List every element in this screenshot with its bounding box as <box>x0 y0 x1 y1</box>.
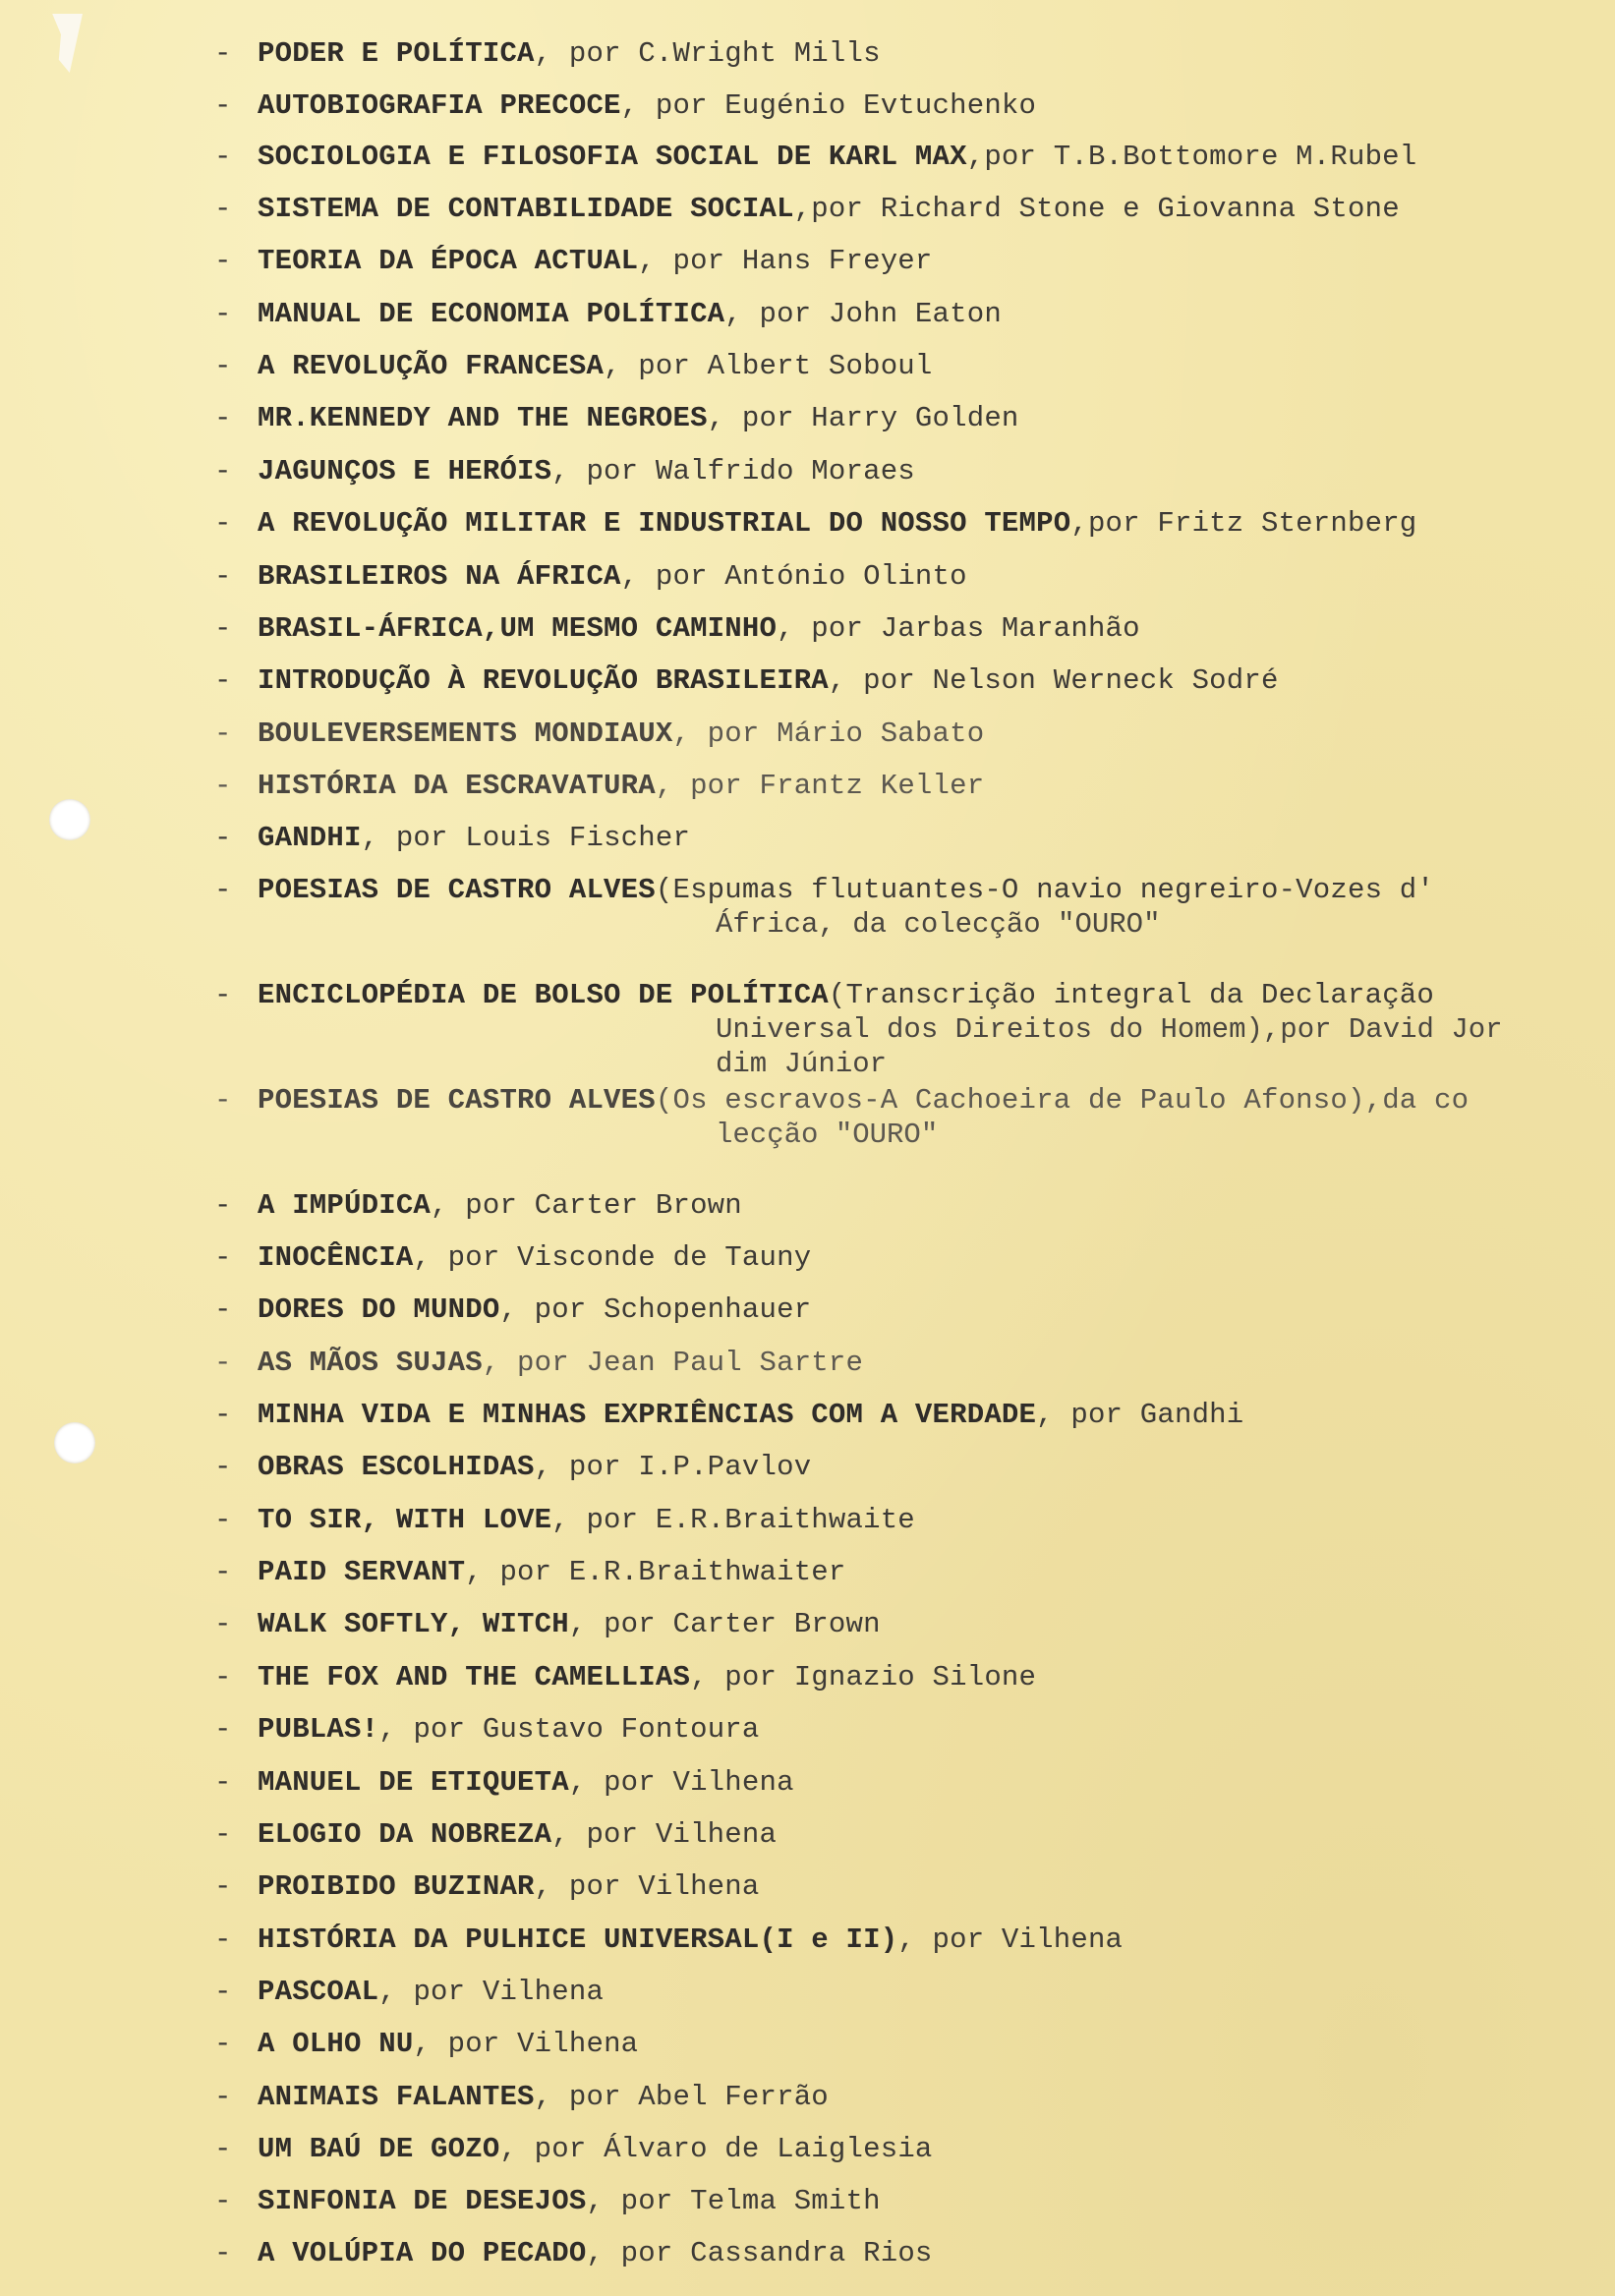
book-author: , por John Eaton <box>724 298 1002 330</box>
list-dash: - <box>214 2237 232 2269</box>
list-dash: - <box>214 1870 232 1903</box>
list-dash: - <box>214 245 232 277</box>
book-author: , por Frantz Keller <box>655 770 985 802</box>
list-dash: - <box>214 1556 232 1588</box>
list-item <box>214 2236 1590 2270</box>
list-dash: - <box>214 560 232 593</box>
list-dash: - <box>214 507 232 540</box>
book-title: MINHA VIDA E MINHAS EXPRIÊNCIAS COM A VERDADE <box>258 1399 1037 1431</box>
list-dash: - <box>214 1713 232 1746</box>
book-author: , por I.P.Pavlov <box>534 1451 812 1483</box>
book-title: SOCIOLOGIA E FILOSOFIA SOCIAL DE KARL MAX <box>258 141 967 173</box>
list-item <box>214 1869 1590 1904</box>
book-author: , por Albert Soboul <box>604 350 933 382</box>
book-title: A IMPÚDICA <box>258 1189 432 1222</box>
list-dash: - <box>214 664 232 697</box>
book-title: INTRODUÇÃO À REVOLUÇÃO BRASILEIRA <box>258 664 829 697</box>
list-dash: - <box>214 402 232 434</box>
list-item <box>214 559 1590 594</box>
book-title: A VOLÚPIA DO PECADO <box>258 2237 587 2269</box>
book-title: HISTÓRIA DA ESCRAVATURA <box>258 770 656 802</box>
book-title: MANUAL DE ECONOMIA POLÍTICA <box>258 298 725 330</box>
book-author: , por Mário Sabato <box>672 718 985 750</box>
book-title: POESIAS DE CASTRO ALVES <box>258 1084 656 1117</box>
book-author: , por Álvaro de Laiglesia <box>499 2133 933 2165</box>
list-dash: - <box>214 1923 232 1956</box>
book-title: WALK SOFTLY, WITCH <box>258 1608 569 1640</box>
list-item <box>214 36 1590 71</box>
book-author: , por Eugénio Evtuchenko <box>620 89 1037 122</box>
list-item <box>214 297 1590 331</box>
list-dash: - <box>214 455 232 488</box>
book-title: ANIMAIS FALANTES <box>258 2081 535 2113</box>
book-title: BOULEVERSEMENTS MONDIAUX <box>258 718 673 750</box>
list-dash: - <box>214 1084 232 1117</box>
list-dash: - <box>214 1661 232 1693</box>
list-dash: - <box>214 1608 232 1640</box>
list-item <box>214 663 1590 698</box>
book-author: , por Jean Paul Sartre <box>482 1347 864 1379</box>
list-item <box>214 1346 1590 1380</box>
list-dash: - <box>214 1504 232 1536</box>
book-title: BRASIL-ÁFRICA,UM MESMO CAMINHO <box>258 612 778 645</box>
list-item <box>214 244 1590 278</box>
book-title: POESIAS DE CASTRO ALVES <box>258 874 656 906</box>
list-dash: - <box>214 298 232 330</box>
book-title: GANDHI <box>258 822 362 854</box>
list-dash: - <box>214 1189 232 1222</box>
list-dash: - <box>214 1976 232 2008</box>
list-dash: - <box>214 874 232 906</box>
list-dash: - <box>214 822 232 854</box>
book-title: BRASILEIROS NA ÁFRICA <box>258 560 621 593</box>
book-title: JAGUNÇOS E HERÓIS <box>258 455 552 488</box>
list-item <box>214 2080 1590 2114</box>
list-item <box>214 192 1590 226</box>
book-author: , por Hans Freyer <box>638 245 933 277</box>
list-item <box>214 1712 1590 1747</box>
book-author: , por Gustavo Fontoura <box>378 1713 760 1746</box>
book-author: , por Louis Fischer <box>361 822 691 854</box>
book-author: , por Vilhena <box>897 1923 1124 1956</box>
list-item <box>214 717 1590 751</box>
book-author: , por Cassandra Rios <box>586 2237 933 2269</box>
book-author: ,por Fritz Sternberg <box>1070 507 1417 540</box>
book-title: ELOGIO DA NOBREZA <box>258 1818 552 1851</box>
book-title: UM BAÚ DE GOZO <box>258 2133 500 2165</box>
book-author: ,por T.B.Bottomore M.Rubel <box>966 141 1417 173</box>
list-item <box>214 1607 1590 1641</box>
list-item <box>214 349 1590 383</box>
book-title: MR.KENNEDY AND THE NEGROES <box>258 402 708 434</box>
list-item <box>214 769 1590 803</box>
book-author: , por Walfrido Moraes <box>551 455 915 488</box>
list-dash: - <box>214 141 232 173</box>
list-item-continuation: Universal dos Direitos do Homem),por David Jor <box>716 1013 1503 1046</box>
list-item <box>214 1555 1590 1589</box>
list-dash: - <box>214 193 232 225</box>
list-item <box>214 2132 1590 2166</box>
list-item <box>214 1240 1590 1275</box>
book-author: , por Gandhi <box>1036 1399 1244 1431</box>
book-title: HISTÓRIA DA PULHICE UNIVERSAL(I e II) <box>258 1923 898 1956</box>
list-dash: - <box>214 718 232 750</box>
book-author: (Os escravos-A Cachoeira de Paulo Afonso),da co <box>655 1084 1470 1117</box>
book-author: , por Vilhena <box>551 1818 778 1851</box>
list-item <box>214 1398 1590 1432</box>
book-title: INOCÊNCIA <box>258 1241 414 1274</box>
book-author: , por Visconde de Tauny <box>413 1241 812 1274</box>
list-item <box>214 401 1590 435</box>
list-dash: - <box>214 612 232 645</box>
list-item <box>214 1923 1590 1957</box>
book-author: , por Harry Golden <box>707 402 1019 434</box>
list-dash: - <box>214 2028 232 2060</box>
list-item <box>214 1292 1590 1327</box>
list-item <box>214 873 1590 907</box>
list-dash: - <box>214 1347 232 1379</box>
book-author: , por Abel Ferrão <box>534 2081 829 2113</box>
book-author: , por António Olinto <box>620 560 967 593</box>
list-dash: - <box>214 37 232 70</box>
list-item-continuation: lecção "OURO" <box>716 1119 939 1151</box>
book-author: , por Carter Brown <box>431 1189 742 1222</box>
list-dash: - <box>214 1451 232 1483</box>
book-author: , por E.R.Braithwaite <box>551 1504 915 1536</box>
book-title: A REVOLUÇÃO FRANCESA <box>258 350 605 382</box>
book-title: PROIBIDO BUZINAR <box>258 1870 535 1903</box>
list-item <box>214 978 1590 1012</box>
book-author: , por Nelson Werneck Sodré <box>828 664 1279 697</box>
book-author: , por Telma Smith <box>586 2185 881 2217</box>
list-item <box>214 1817 1590 1852</box>
book-author: , por Schopenhauer <box>499 1293 812 1326</box>
book-author: , por C.Wright Mills <box>534 37 881 70</box>
list-item <box>214 611 1590 646</box>
book-title: AUTOBIOGRAFIA PRECOCE <box>258 89 621 122</box>
book-author: , por Vilhena <box>534 1870 760 1903</box>
book-author: (Espumas flutuantes-O navio negreiro-Vozes d' <box>655 874 1435 906</box>
list-item <box>214 1450 1590 1484</box>
list-dash: - <box>214 2185 232 2217</box>
book-title: PODER E POLÍTICA <box>258 37 535 70</box>
list-dash: - <box>214 89 232 122</box>
book-title: TO SIR, WITH LOVE <box>258 1504 552 1536</box>
list-item <box>214 1765 1590 1800</box>
book-title: THE FOX AND THE CAMELLIAS <box>258 1661 691 1693</box>
list-item <box>214 1975 1590 2009</box>
book-title: A REVOLUÇÃO MILITAR E INDUSTRIAL DO NOSSO TEMPO <box>258 507 1071 540</box>
book-author: (Transcrição integral da Declaração <box>828 979 1435 1011</box>
list-item <box>214 1188 1590 1223</box>
book-title: TEORIA DA ÉPOCA ACTUAL <box>258 245 639 277</box>
book-title: AS MÃOS SUJAS <box>258 1347 483 1379</box>
list-item <box>214 1083 1590 1118</box>
list-item <box>214 2027 1590 2061</box>
list-item <box>214 88 1590 123</box>
book-title: SINFONIA DE DESEJOS <box>258 2185 587 2217</box>
list-item <box>214 1503 1590 1537</box>
list-item <box>214 2184 1590 2218</box>
list-dash: - <box>214 1241 232 1274</box>
list-item-continuation: dim Júnior <box>716 1048 888 1080</box>
list-dash: - <box>214 1818 232 1851</box>
book-title: ENCICLOPÉDIA DE BOLSO DE POLÍTICA <box>258 979 829 1011</box>
book-author: , por Vilhena <box>413 2028 639 2060</box>
list-dash: - <box>214 2133 232 2165</box>
list-dash: - <box>214 770 232 802</box>
book-author: , por Vilhena <box>378 1976 605 2008</box>
book-author: , por Ignazio Silone <box>690 1661 1037 1693</box>
list-item <box>214 821 1590 855</box>
list-dash: - <box>214 979 232 1011</box>
list-item <box>214 1660 1590 1694</box>
list-dash: - <box>214 1766 232 1799</box>
list-dash: - <box>214 350 232 382</box>
book-author: , por E.R.Braithwaiter <box>465 1556 846 1588</box>
list-item-continuation: África, da colecção "OURO" <box>716 908 1161 941</box>
book-title: OBRAS ESCOLHIDAS <box>258 1451 535 1483</box>
book-author: , por Jarbas Maranhão <box>777 612 1140 645</box>
book-title: DORES DO MUNDO <box>258 1293 500 1326</box>
book-author: ,por Richard Stone e Giovanna Stone <box>793 193 1400 225</box>
book-title: PUBLAS! <box>258 1713 379 1746</box>
book-title: PAID SERVANT <box>258 1556 466 1588</box>
book-title: A OLHO NU <box>258 2028 414 2060</box>
book-title: SISTEMA DE CONTABILIDADE SOCIAL <box>258 193 794 225</box>
list-dash: - <box>214 2081 232 2113</box>
book-author: , por Carter Brown <box>568 1608 881 1640</box>
list-item <box>214 454 1590 488</box>
list-item <box>214 140 1590 174</box>
book-author: , por Vilhena <box>568 1766 794 1799</box>
list-dash: - <box>214 1293 232 1326</box>
book-title: PASCOAL <box>258 1976 379 2008</box>
list-item <box>214 506 1590 541</box>
book-title: MANUEL DE ETIQUETA <box>258 1766 569 1799</box>
list-dash: - <box>214 1399 232 1431</box>
